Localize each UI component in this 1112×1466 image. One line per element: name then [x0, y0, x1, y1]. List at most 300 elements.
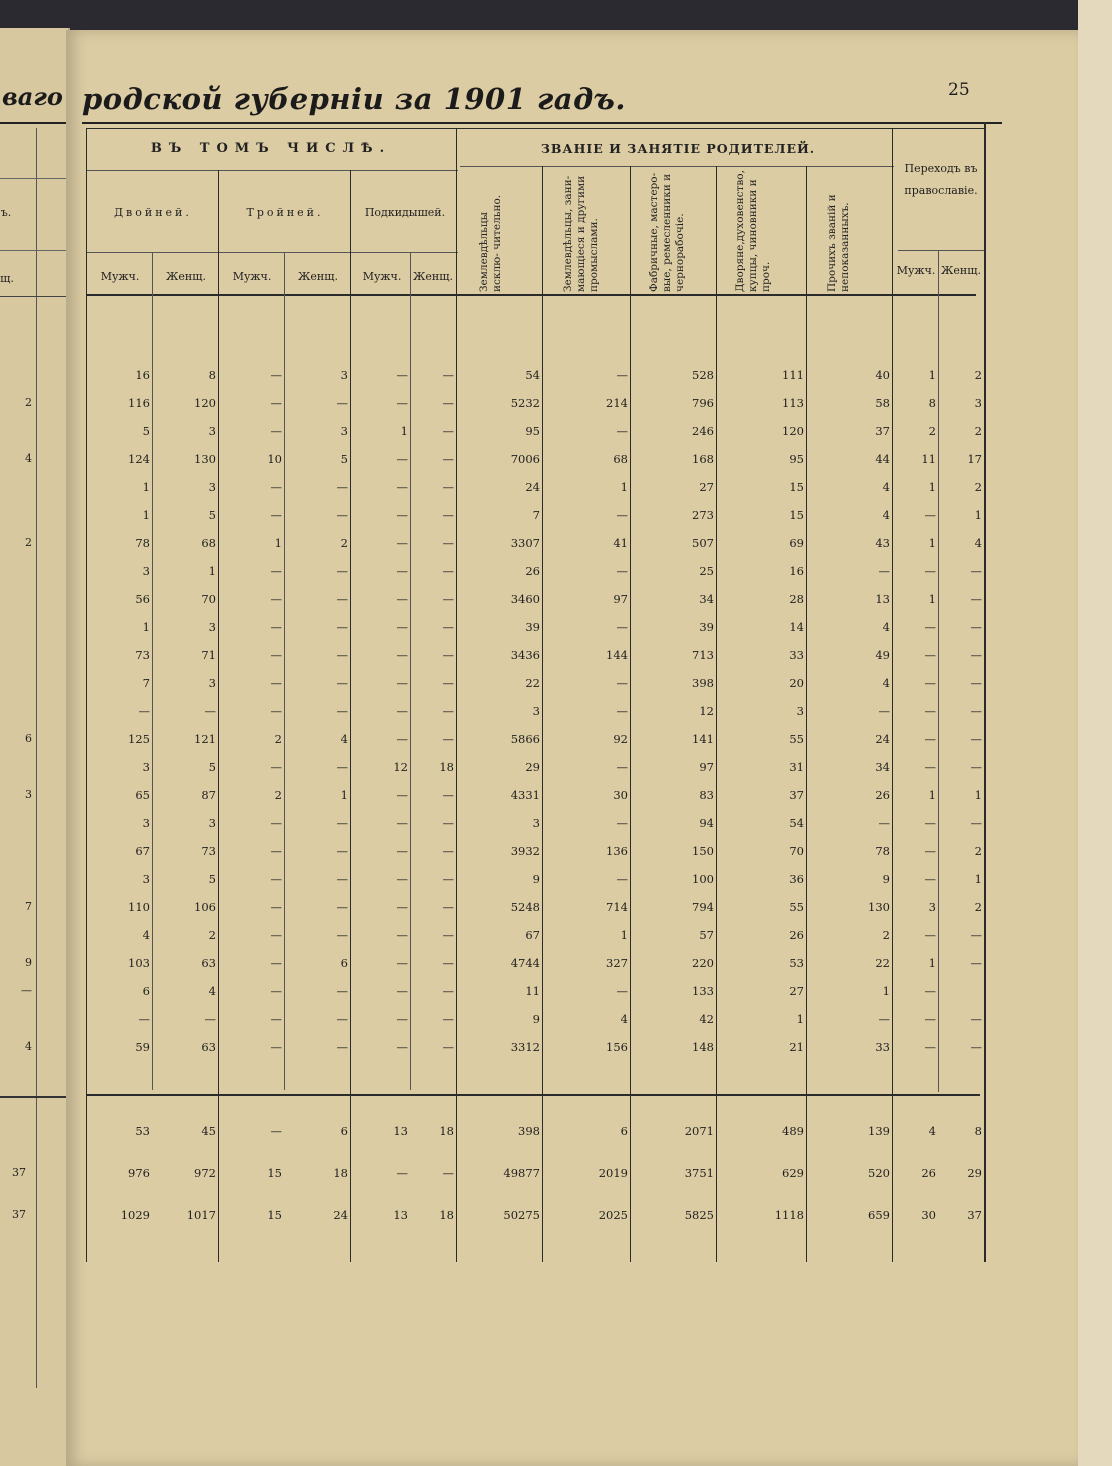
table-cell: 71 [201, 648, 216, 662]
total-cell: 4 [928, 1124, 936, 1138]
table-cell: 2 [928, 424, 936, 438]
table-cell: 2 [974, 480, 982, 494]
table-cell: — [396, 536, 408, 550]
table-cell: 53 [789, 956, 804, 970]
total-cell: 398 [518, 1124, 540, 1138]
table-cell: 4 [882, 620, 890, 634]
left-margin-value: 4 [25, 452, 32, 465]
col-header-zemledeltsy-promysly: Землевдѣльцы, зани- мающіеся и другими промыслами. [562, 175, 600, 292]
table-cell: 57 [699, 928, 714, 942]
table-cell: 78 [135, 536, 150, 550]
table-cell: 95 [525, 424, 540, 438]
table-cell: 2 [208, 928, 216, 942]
table-cell: — [336, 760, 348, 774]
table-cell: 68 [201, 536, 216, 550]
table-cell: 1 [928, 592, 936, 606]
table-cell: — [970, 564, 982, 578]
table-cell: 4 [882, 676, 890, 690]
table-cell: 144 [606, 648, 628, 662]
col-header-troinei-zhen: Женщ. [298, 270, 338, 283]
table-cell: 3 [142, 816, 150, 830]
table-cell: — [616, 760, 628, 774]
table-cell: — [442, 732, 454, 746]
left-margin-value: 9 [25, 956, 32, 969]
scan-background-right [1078, 0, 1112, 1466]
table-cell: — [878, 564, 890, 578]
table-cell: — [270, 396, 282, 410]
total-cell: 24 [333, 1208, 348, 1222]
table-cell: 42 [699, 1012, 714, 1026]
page-number: 25 [948, 80, 970, 100]
left-margin-total: 37 [12, 1166, 26, 1179]
col-header-prochie: Прочихъ званій и непоказанныхъ. [826, 194, 851, 292]
table-cell: — [270, 928, 282, 942]
table-cell: — [442, 956, 454, 970]
table-cell: 1 [928, 536, 936, 550]
table-cell: 4 [974, 536, 982, 550]
table-cell: — [442, 928, 454, 942]
table-cell: — [442, 536, 454, 550]
table-cell: 1 [620, 928, 628, 942]
table-cell: 148 [692, 1040, 714, 1054]
table-cell: — [336, 480, 348, 494]
table-cell: — [396, 368, 408, 382]
table-cell: — [138, 704, 150, 718]
table-cell: — [396, 844, 408, 858]
table-cell: — [878, 704, 890, 718]
table-cell: — [442, 816, 454, 830]
table-cell: — [270, 424, 282, 438]
table-cell: 3 [142, 872, 150, 886]
table-cell: 220 [692, 956, 714, 970]
table-cell: 3 [796, 704, 804, 718]
table-cell: — [442, 480, 454, 494]
group-header-zvanie: ЗВАНІЕ И ЗАНЯТІЕ РОДИТЕЛЕЙ. [540, 141, 816, 156]
table-cell: — [442, 452, 454, 466]
table-cell: 13 [875, 592, 890, 606]
table-cell: 7 [532, 508, 540, 522]
table-cell: 1 [882, 984, 890, 998]
table-cell: 27 [789, 984, 804, 998]
table-cell: — [270, 508, 282, 522]
table-cell: 1 [142, 508, 150, 522]
table-cell: 1 [796, 1012, 804, 1026]
table-cell: 3 [208, 620, 216, 634]
total-cell: 30 [921, 1208, 936, 1222]
total-cell: 976 [128, 1166, 150, 1180]
table-cell: — [924, 1012, 936, 1026]
table-cell: — [924, 872, 936, 886]
table-cell: — [970, 956, 982, 970]
table-cell: 1 [400, 424, 408, 438]
col-header-troinei-muzh: Мужч. [232, 270, 272, 283]
table-cell: 2 [974, 900, 982, 914]
table-cell: 26 [525, 564, 540, 578]
table-cell: 65 [135, 788, 150, 802]
table-cell: — [396, 620, 408, 634]
table-cell: 2 [974, 424, 982, 438]
table-cell: — [270, 844, 282, 858]
table-cell: 87 [201, 788, 216, 802]
table-cell: 110 [128, 900, 150, 914]
table-cell: 156 [606, 1040, 628, 1054]
table-cell: 43 [875, 536, 890, 550]
table-cell: 5 [208, 760, 216, 774]
col-header-podk-muzh: Мужч. [362, 270, 402, 283]
table-cell: 3 [928, 900, 936, 914]
table-cell: 17 [967, 452, 982, 466]
table-cell: — [396, 592, 408, 606]
table-cell: — [878, 816, 890, 830]
table-cell: 94 [699, 816, 714, 830]
table-cell: 59 [135, 1040, 150, 1054]
table-cell: 37 [875, 424, 890, 438]
table-cell: 5 [142, 424, 150, 438]
table-cell: — [204, 1012, 216, 1026]
total-cell: 6 [340, 1124, 348, 1138]
total-cell: 18 [439, 1208, 454, 1222]
total-cell: 53 [135, 1124, 150, 1138]
table-cell: 113 [782, 396, 804, 410]
table-cell: 327 [606, 956, 628, 970]
table-cell: 3 [340, 368, 348, 382]
table-cell: 31 [789, 760, 804, 774]
total-cell: 45 [201, 1124, 216, 1138]
table-cell: 63 [201, 956, 216, 970]
table-cell: — [396, 816, 408, 830]
total-cell: 972 [194, 1166, 216, 1180]
scan-background-top [0, 0, 1112, 30]
table-cell: 2 [882, 928, 890, 942]
table-cell: — [616, 368, 628, 382]
table-cell: — [442, 984, 454, 998]
table-cell: 49 [875, 648, 890, 662]
total-cell: 2019 [598, 1166, 628, 1180]
table-cell: — [336, 844, 348, 858]
total-cell: 489 [782, 1124, 804, 1138]
table-cell: 4 [340, 732, 348, 746]
total-cell: 13 [393, 1124, 408, 1138]
table-cell: 100 [692, 872, 714, 886]
total-cell: 13 [393, 1208, 408, 1222]
table-cell: 141 [692, 732, 714, 746]
col-header-perekhod-zhen: Женщ. [941, 264, 981, 277]
table-cell: 40 [875, 368, 890, 382]
table-cell: — [270, 564, 282, 578]
total-cell: 5825 [684, 1208, 714, 1222]
table-cell: 20 [789, 676, 804, 690]
table-cell: 15 [789, 508, 804, 522]
table-cell: — [970, 1040, 982, 1054]
table-cell: — [616, 508, 628, 522]
table-cell: 4 [142, 928, 150, 942]
table-cell: 12 [699, 704, 714, 718]
table-cell: — [970, 1012, 982, 1026]
total-cell: 18 [439, 1124, 454, 1138]
table-cell: 78 [875, 844, 890, 858]
table-cell: 11 [921, 452, 936, 466]
table-cell: — [924, 648, 936, 662]
col-header-zemledeltsy: Землевдѣльцы исклю- чительно. [478, 194, 503, 292]
table-cell: 4 [882, 480, 890, 494]
table-cell: 58 [875, 396, 890, 410]
table-cell: — [138, 1012, 150, 1026]
table-cell: 3 [208, 676, 216, 690]
table-cell: 1 [974, 872, 982, 886]
table-cell: — [616, 620, 628, 634]
table-cell: 26 [875, 788, 890, 802]
table-cell: 125 [128, 732, 150, 746]
table-cell: 528 [692, 368, 714, 382]
table-cell: — [616, 564, 628, 578]
table-cell: 70 [789, 844, 804, 858]
table-cell: 25 [699, 564, 714, 578]
table-cell: 2 [340, 536, 348, 550]
table-cell: 2 [974, 844, 982, 858]
sub-header-dvoinei: Двойней. [114, 206, 192, 219]
table-cell: 69 [789, 536, 804, 550]
table-cell: — [442, 592, 454, 606]
table-cell: — [336, 648, 348, 662]
table-cell: 29 [525, 760, 540, 774]
table-cell: 1 [274, 536, 282, 550]
table-cell: — [616, 424, 628, 438]
total-cell: 659 [868, 1208, 890, 1222]
table-cell: — [924, 816, 936, 830]
table-cell: — [396, 676, 408, 690]
table-cell: 39 [525, 620, 540, 634]
table-cell: 120 [782, 424, 804, 438]
table-cell: 41 [613, 536, 628, 550]
table-cell: 44 [875, 452, 890, 466]
table-cell: 6 [340, 956, 348, 970]
table-cell: — [336, 984, 348, 998]
table-cell: 3 [340, 424, 348, 438]
total-cell: 2025 [598, 1208, 628, 1222]
table-cell: 121 [194, 732, 216, 746]
table-cell: — [396, 872, 408, 886]
col-header-perekhod-muzh: Мужч. [896, 264, 936, 277]
total-cell: 629 [782, 1166, 804, 1180]
col-header-dvoriane: Дворяне,духовенство, купцы, чиновники и проч. [734, 170, 772, 292]
table-cell: 1 [928, 956, 936, 970]
table-cell: 70 [201, 592, 216, 606]
table-cell: 73 [201, 844, 216, 858]
table-cell: — [616, 704, 628, 718]
table-cell: — [336, 676, 348, 690]
table-cell: — [970, 676, 982, 690]
statistics-table [66, 30, 1078, 1466]
table-cell: — [270, 704, 282, 718]
table-cell: 4744 [510, 956, 540, 970]
table-cell: — [396, 1012, 408, 1026]
table-cell: 1 [928, 788, 936, 802]
table-cell: 54 [789, 816, 804, 830]
table-cell: 130 [868, 900, 890, 914]
table-cell: 1 [620, 480, 628, 494]
page-title: родской губерніи за 1901 гадъ. [82, 82, 626, 116]
table-cell: 5248 [510, 900, 540, 914]
table-cell: 3 [532, 704, 540, 718]
table-cell: 24 [525, 480, 540, 494]
table-cell: 106 [194, 900, 216, 914]
table-cell: 3307 [510, 536, 540, 550]
table-cell: 39 [699, 620, 714, 634]
table-cell: 3 [208, 816, 216, 830]
total-cell: 1017 [186, 1208, 216, 1222]
left-header-fragment: ваго [2, 82, 63, 111]
table-cell: 67 [135, 844, 150, 858]
table-cell: 18 [439, 760, 454, 774]
table-cell: — [270, 480, 282, 494]
table-cell: 63 [201, 1040, 216, 1054]
table-cell: 5866 [510, 732, 540, 746]
table-cell: 10 [267, 452, 282, 466]
document-page [66, 30, 1078, 1466]
table-cell: — [616, 816, 628, 830]
col-header-podk-zhen: Женщ. [413, 270, 453, 283]
table-cell: — [924, 1040, 936, 1054]
left-margin-value: 3 [25, 788, 32, 801]
table-cell: — [336, 564, 348, 578]
table-cell: — [924, 508, 936, 522]
table-cell: — [270, 900, 282, 914]
total-cell: 26 [921, 1166, 936, 1180]
table-cell: — [924, 844, 936, 858]
table-cell: 24 [875, 732, 890, 746]
left-sub-header: ъ. [0, 206, 12, 219]
table-cell: — [442, 1040, 454, 1054]
table-cell: — [924, 984, 936, 998]
table-cell: 68 [613, 452, 628, 466]
table-cell: — [396, 984, 408, 998]
table-cell: — [442, 676, 454, 690]
table-cell: — [970, 648, 982, 662]
left-margin-value: 4 [25, 1040, 32, 1053]
table-cell: 5 [208, 872, 216, 886]
table-cell: 6 [142, 984, 150, 998]
table-cell: 55 [789, 900, 804, 914]
col-header-dvoinei-zhen: Женщ. [166, 270, 206, 283]
sub-header-troinei: Тройней. [246, 206, 324, 219]
table-cell: — [924, 620, 936, 634]
left-margin-value: 2 [25, 536, 32, 549]
table-cell: — [336, 592, 348, 606]
table-cell: 22 [525, 676, 540, 690]
table-cell: 34 [699, 592, 714, 606]
table-cell: 150 [692, 844, 714, 858]
table-cell: 56 [135, 592, 150, 606]
table-cell: — [270, 956, 282, 970]
col-header-dvoinei-muzh: Мужч. [100, 270, 140, 283]
table-cell: — [270, 648, 282, 662]
total-cell: 1118 [774, 1208, 804, 1222]
table-cell: 5 [208, 508, 216, 522]
table-cell: — [396, 648, 408, 662]
table-cell: — [336, 620, 348, 634]
table-cell: — [336, 704, 348, 718]
left-margin-total: 37 [12, 1208, 26, 1221]
table-cell: 55 [789, 732, 804, 746]
table-cell: — [442, 1012, 454, 1026]
table-cell: — [396, 956, 408, 970]
table-cell: 794 [692, 900, 714, 914]
table-cell: — [336, 872, 348, 886]
table-cell: — [270, 1012, 282, 1026]
table-cell: — [270, 368, 282, 382]
table-cell: — [270, 620, 282, 634]
table-cell: — [396, 452, 408, 466]
table-cell: 37 [789, 788, 804, 802]
table-cell: 116 [128, 396, 150, 410]
table-cell: 3 [532, 816, 540, 830]
table-cell: 133 [692, 984, 714, 998]
table-cell: — [924, 732, 936, 746]
table-cell: — [924, 760, 936, 774]
table-cell: — [396, 480, 408, 494]
table-cell: 16 [789, 564, 804, 578]
table-cell: — [270, 872, 282, 886]
table-cell: — [270, 676, 282, 690]
table-cell: — [970, 592, 982, 606]
table-cell: — [336, 508, 348, 522]
left-page-fragment [0, 28, 70, 1466]
table-cell: — [336, 816, 348, 830]
total-cell: — [270, 1124, 282, 1138]
table-cell: 111 [782, 368, 804, 382]
left-margin-value: — [21, 984, 32, 997]
table-cell: 4 [620, 1012, 628, 1026]
table-cell: — [970, 760, 982, 774]
total-cell: 139 [868, 1124, 890, 1138]
total-cell: 15 [267, 1208, 282, 1222]
table-cell: 168 [692, 452, 714, 466]
left-margin-value: 2 [25, 396, 32, 409]
table-cell: — [924, 704, 936, 718]
left-col-header: щ. [0, 272, 14, 285]
table-cell: — [396, 1040, 408, 1054]
total-cell: 520 [868, 1166, 890, 1180]
table-cell: 1 [974, 508, 982, 522]
table-cell: 73 [135, 648, 150, 662]
table-cell: 34 [875, 760, 890, 774]
table-cell: 9 [532, 872, 540, 886]
table-cell: 36 [789, 872, 804, 886]
table-cell: 714 [606, 900, 628, 914]
table-cell: — [336, 396, 348, 410]
table-cell: 713 [692, 648, 714, 662]
table-cell: 30 [613, 788, 628, 802]
table-cell: — [396, 928, 408, 942]
table-cell: 8 [208, 368, 216, 382]
table-cell: 3 [208, 480, 216, 494]
table-cell: — [396, 788, 408, 802]
table-cell: — [878, 1012, 890, 1026]
table-cell: 120 [194, 396, 216, 410]
table-cell: — [442, 844, 454, 858]
table-cell: — [396, 732, 408, 746]
sub-header-podkidyshei: Подкидышей. [364, 206, 446, 219]
table-cell: — [442, 872, 454, 886]
table-cell: — [270, 816, 282, 830]
table-cell: 83 [699, 788, 714, 802]
total-cell: 18 [333, 1166, 348, 1180]
total-cell: 49877 [503, 1166, 540, 1180]
table-cell: 3 [974, 396, 982, 410]
table-cell: — [924, 564, 936, 578]
table-cell: 95 [789, 452, 804, 466]
table-cell: 1 [928, 480, 936, 494]
